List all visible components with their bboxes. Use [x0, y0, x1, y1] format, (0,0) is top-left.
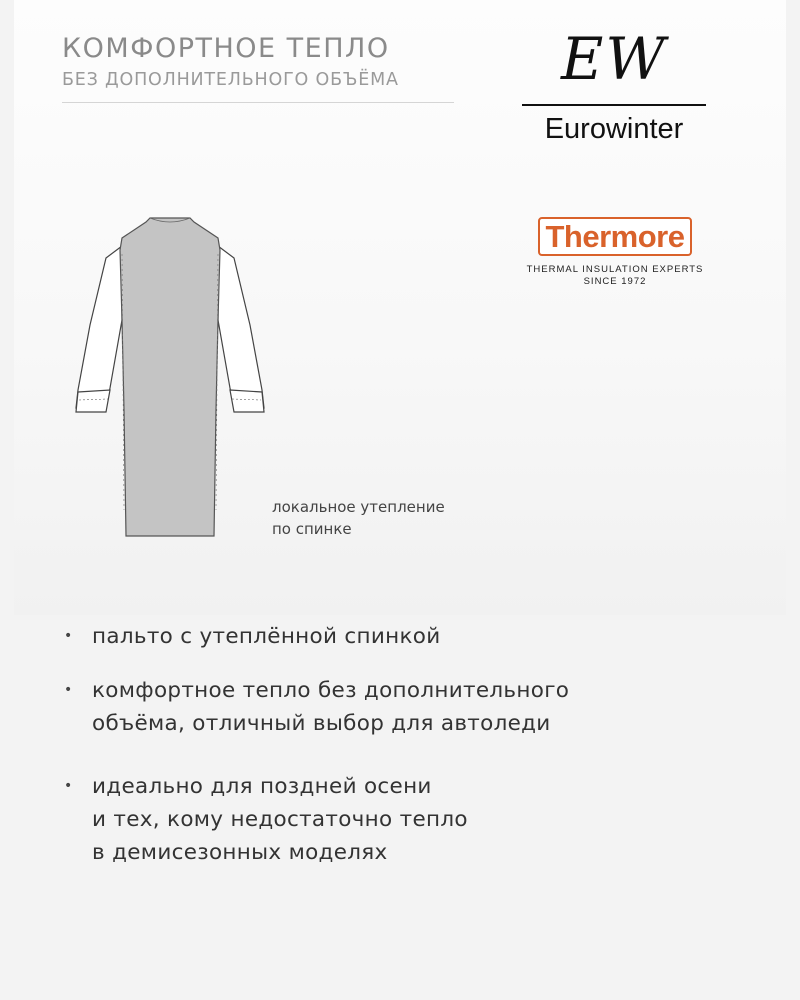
left-cuff [76, 390, 110, 412]
coat-back-insulated [120, 218, 220, 536]
bullet-icon: • [64, 778, 73, 794]
feature-text: в демисезонных моделях [92, 840, 388, 865]
bullet-icon: • [64, 628, 73, 644]
feature-list [62, 620, 762, 869]
thermore-wordmark: Thermore [545, 219, 685, 254]
right-sleeve [218, 246, 264, 408]
insulation-callout [272, 496, 445, 540]
coat-back-illustration [70, 210, 280, 545]
logo-divider [522, 104, 706, 106]
callout-line-2: по спинке [272, 520, 352, 538]
feature-text: и тех, кому недостаточно тепло [92, 807, 468, 832]
feature-text: идеально для поздней осени [92, 774, 432, 799]
monogram-text: EW [561, 25, 667, 93]
thermore-tagline: THERMAL INSULATION EXPERTS [526, 264, 704, 275]
feature-text: комфортное тепло без дополнительного [92, 678, 570, 703]
thermore-wordmark-box [538, 217, 693, 256]
eurowinter-monogram [522, 20, 706, 98]
feature-text: пальто с утеплённой спинкой [92, 624, 441, 649]
bullet-icon: • [64, 682, 73, 698]
headline-line-2: БЕЗ ДОПОЛНИТЕЛЬНОГО ОБЪЁМА [62, 70, 399, 90]
left-sleeve [76, 246, 122, 408]
right-cuff [230, 390, 264, 412]
brand-name: Eurowinter [544, 113, 684, 145]
eurowinter-logo [522, 20, 706, 146]
headline-divider [62, 102, 454, 103]
feature-item [62, 674, 762, 740]
feature-item [62, 770, 762, 869]
callout-line-1: локальное утепление [272, 498, 445, 516]
feature-item [62, 620, 762, 653]
thermore-since: SINCE 1972 [583, 276, 647, 287]
feature-text: объёма, отличный выбор для автоледи [92, 711, 551, 736]
thermore-logo [520, 217, 710, 288]
headline [62, 34, 454, 103]
headline-line-1: КОМФОРТНОЕ ТЕПЛО [62, 33, 390, 64]
